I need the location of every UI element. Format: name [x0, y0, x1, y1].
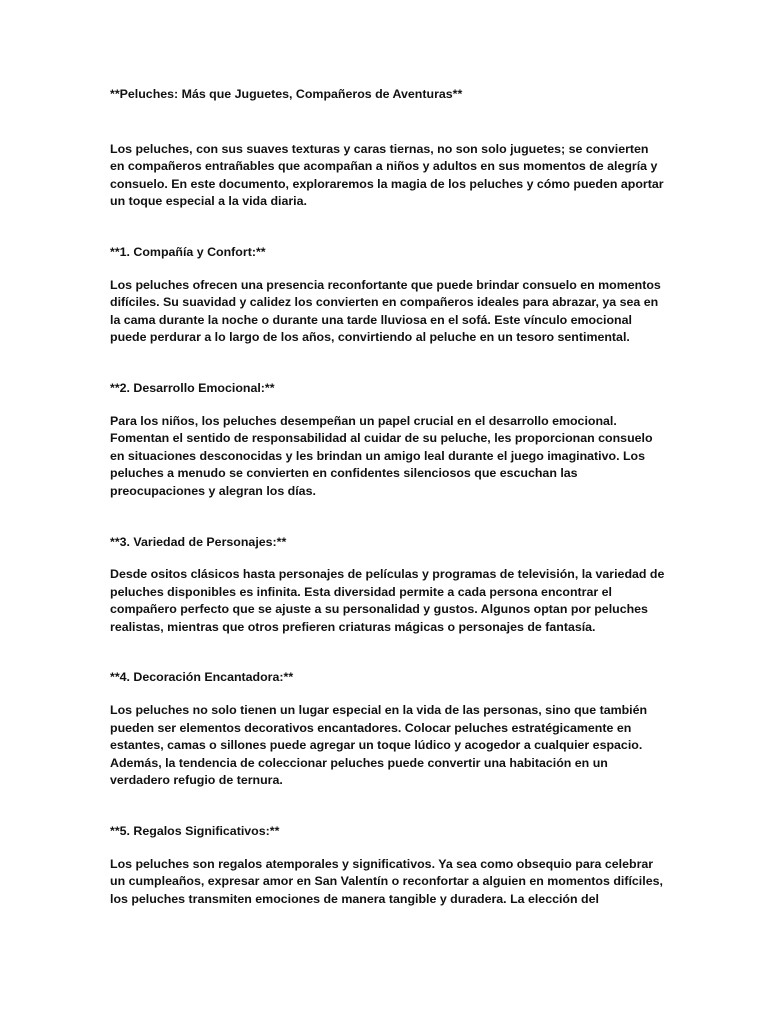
- section-body-companionship: Los peluches ofrecen una presencia reconfortante que puede brindar consuelo en momentos difíciles. Su suavidad y calidez los convierten en compañeros ideales para abrazar, ya sea en la cama durante la noche o durante una tarde lluviosa en el sofá. Este vínculo emocional puede perdurar a lo largo de los años, convirtiendo al peluche en un tesoro sentimental.: [110, 277, 661, 345]
- document-content: [110, 86, 666, 941]
- section-heading-gifts: **5. Regalos Significativos:**: [110, 824, 280, 839]
- intro-paragraph: Los peluches, con sus suaves texturas y caras tiernas, no son solo juguetes; se convierten en compañeros entrañables que acompañan a niños y adultos en sus momentos de alegría y consuelo. En este documento, exploraremos la magia de los peluches y cómo pueden aportar un toque especial a la vida diaria.: [110, 141, 664, 209]
- section-heading-emotional-development: **2. Desarrollo Emocional:**: [110, 380, 275, 395]
- section-heading-character-variety: **3. Variedad de Personajes:**: [110, 534, 287, 549]
- document-title: **Peluches: Más que Juguetes, Compañeros de Aventuras**: [110, 87, 463, 101]
- section-heading-companionship: **1. Compañía y Confort:**: [110, 244, 266, 259]
- section-body-gifts: Los peluches son regalos atemporales y significativos. Ya sea como obsequio para celebrar un cumpleaños, expresar amor en San Valentín o reconfortar a alguien en momentos difíciles, los peluches transmiten emociones de manera tangible y duradera. La elección del: [110, 856, 663, 906]
- section-body-emotional-development: Para los niños, los peluches desempeñan un papel crucial en el desarrollo emocional. Fomentan el sentido de responsabilidad al cuidar de su peluche, les proporcionan consuelo en situaciones desconocidas y les brindan un amigo leal durante el juego imaginativo. Los peluches a menudo se convierten en confidentes silenciosos que escuchan las preocupaciones y alegran los días.: [110, 413, 653, 498]
- section-body-decoration: Los peluches no solo tienen un lugar especial en la vida de las personas, sino que también pueden ser elementos decorativos encantadores. Colocar peluches estratégicamente en estantes, camas o sillones puede agregar un toque lúdico y acogedor a cualquier espacio. Además, la tendencia de coleccionar peluches puede convertir una habitación en un verdadero refugio de ternura.: [110, 703, 648, 788]
- section-body-character-variety: Desde ositos clásicos hasta personajes de películas y programas de televisión, la variedad de peluches disponibles es infinita. Esta diversidad permite a cada persona encontrar el compañero perfecto que se ajuste a su personalidad y gustos. Algunos optan por peluches realistas, mientras que otros prefieren criaturas mágicas o personajes de fantasía.: [110, 567, 665, 634]
- section-heading-decoration: **4. Decoración Encantadora:**: [110, 670, 294, 685]
